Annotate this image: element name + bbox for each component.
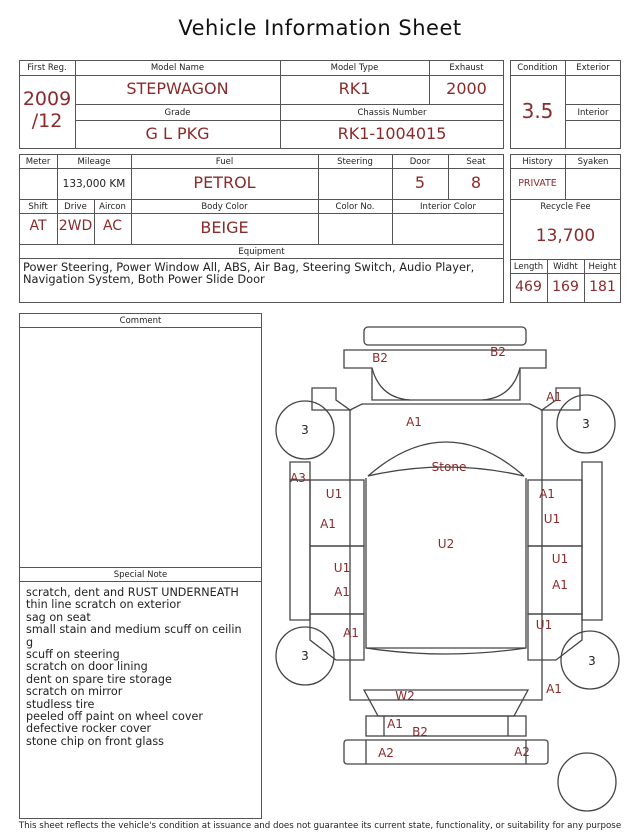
mark-a3: A3 (290, 471, 306, 485)
mark-a2-left: A2 (378, 746, 394, 760)
recycle-fee-value: 13,700 (535, 226, 596, 246)
list-item: scratch on mirror (26, 685, 123, 699)
condition-value: 3.5 (521, 99, 554, 123)
mark-u1-right-front: U1 (543, 512, 561, 526)
syaken-label: Syaken (577, 157, 609, 167)
comment-label: Comment (119, 316, 162, 326)
first-reg-month: /12 (31, 110, 63, 132)
rear-window-top (366, 648, 526, 654)
mark-u2: U2 (437, 537, 455, 551)
chassis-number-label: Chassis Number (357, 108, 427, 118)
length-value: 469 (515, 279, 542, 295)
fuel-value: PETROL (193, 173, 256, 192)
exterior-label: Exterior (576, 63, 610, 73)
length-label: Length (513, 262, 544, 272)
shift-value: AT (29, 218, 47, 234)
width-label: Widht (553, 262, 578, 272)
seat-value: 8 (470, 173, 482, 192)
grade-value: G L PKG (145, 124, 210, 143)
mileage-label: Mileage (77, 157, 111, 167)
mark-u1-right-rear: U1 (535, 618, 553, 632)
list-item: thin line scratch on exterior (26, 598, 181, 612)
condition-label: Condition (517, 63, 558, 73)
special-note-list (26, 587, 242, 748)
door-label: Door (409, 157, 431, 167)
model-name-label: Model Name (150, 63, 205, 73)
mark-u1-left-rear: U1 (333, 561, 351, 575)
list-item: studless tire (26, 697, 95, 711)
height-value: 181 (589, 279, 616, 295)
front-bumper (364, 327, 526, 345)
list-item: scratch on door lining (26, 660, 148, 674)
first-reg-year: 2009 (22, 88, 72, 110)
mark-a1-left-rear: A1 (334, 585, 350, 599)
meter-label: Meter (25, 157, 51, 167)
steering-label: Steering (337, 157, 373, 167)
mark-u1-left-front: U1 (325, 487, 343, 501)
left-front-fender (312, 388, 350, 410)
list-item: defective rocker cover (26, 722, 152, 736)
chassis-number-value: RK1-1004015 (337, 124, 447, 143)
shift-label: Shift (28, 202, 48, 212)
history-label: History (522, 157, 553, 167)
left-rocker (290, 480, 310, 620)
mark-tire-rl: 3 (301, 649, 309, 663)
grade-label: Grade (164, 108, 191, 118)
interior-label: Interior (577, 108, 609, 118)
model-name-value: STEPWAGON (126, 79, 229, 98)
model-type-label: Model Type (330, 63, 379, 73)
width-value: 169 (552, 279, 579, 295)
drive-value: 2WD (58, 218, 93, 234)
mark-a1-right-quarter: A1 (546, 682, 562, 696)
right-rocker (582, 462, 602, 620)
mark-stone: Stone (431, 460, 467, 474)
list-item: sag on seat (26, 610, 91, 624)
list-item: dent on spare tire storage (26, 672, 172, 686)
fuel-label: Fuel (215, 157, 234, 167)
drive-label: Drive (64, 202, 87, 212)
mark-a1-right-front: A1 (539, 487, 555, 501)
special-note-label: Special Note (113, 570, 168, 580)
page-title: Vehicle Information Sheet (178, 16, 462, 40)
left-headlight-curve (372, 368, 410, 400)
list-item: peeled off paint on wheel cover (26, 710, 203, 724)
rear-window (364, 690, 528, 716)
aircon-value: AC (102, 218, 123, 234)
mark-a1-roof: A1 (406, 415, 422, 429)
height-label: Height (588, 262, 617, 272)
list-item: scratch, dent and RUST UNDERNEATH (26, 586, 239, 599)
mark-tire-fr: 3 (582, 417, 590, 431)
mark-a1-left-front: A1 (320, 517, 336, 531)
mark-a2-right: A2 (514, 745, 530, 759)
right-headlight-curve (482, 368, 520, 400)
first-reg-label: First Reg. (27, 63, 67, 73)
left-rear-door (310, 546, 364, 614)
exhaust-value: 2000 (446, 79, 487, 98)
list-item: g (26, 635, 34, 649)
body-color-label: Body Color (201, 202, 248, 212)
door-value: 5 (414, 173, 426, 192)
mark-a1-left-quarter: A1 (343, 626, 359, 640)
roof-panel (366, 478, 526, 648)
mark-a1-top-right: A1 (546, 390, 562, 404)
list-item: scuff on steering (26, 648, 120, 662)
list-item: stone chip on front glass (26, 734, 164, 748)
mark-a1-tailgate: A1 (387, 717, 403, 731)
recycle-fee-label: Recycle Fee (540, 202, 591, 212)
equipment-text: Power Steering, Power Window All, ABS, Air Bag, Steering Switch, Audio Player, Navigation System, Both Power Slide Door (23, 260, 475, 287)
spare-tire (558, 753, 616, 811)
history-value: PRIVATE (518, 178, 557, 189)
disclaimer-footer: This sheet reflects the vehicle's condition at issuance and does not guarantee its current state, functionality, or suitability for any purpose (18, 821, 622, 831)
exhaust-label: Exhaust (449, 63, 484, 73)
aircon-label: Aircon (99, 202, 126, 212)
mileage-value: 133,000 KM (62, 178, 126, 190)
mark-tire-rr: 3 (588, 654, 596, 668)
equipment-label: Equipment (238, 247, 285, 257)
mark-b2-left: B2 (372, 351, 388, 365)
mark-w2: W2 (395, 689, 415, 703)
model-type-value: RK1 (338, 79, 371, 98)
mark-u1-right-mid: U1 (551, 552, 569, 566)
car-damage-diagram (266, 320, 626, 820)
seat-label: Seat (466, 157, 486, 167)
interior-color-label: Interior Color (420, 202, 476, 212)
list-item: small stain and medium scuff on ceilin (26, 623, 242, 637)
body-outline (350, 404, 542, 700)
mark-b2-tail: B2 (412, 725, 428, 739)
color-no-label: Color No. (335, 202, 375, 212)
body-color-value: BEIGE (200, 218, 249, 237)
mark-b2-right: B2 (490, 345, 506, 359)
mark-a1-right-mid: A1 (552, 578, 568, 592)
mark-tire-fl: 3 (301, 423, 309, 437)
